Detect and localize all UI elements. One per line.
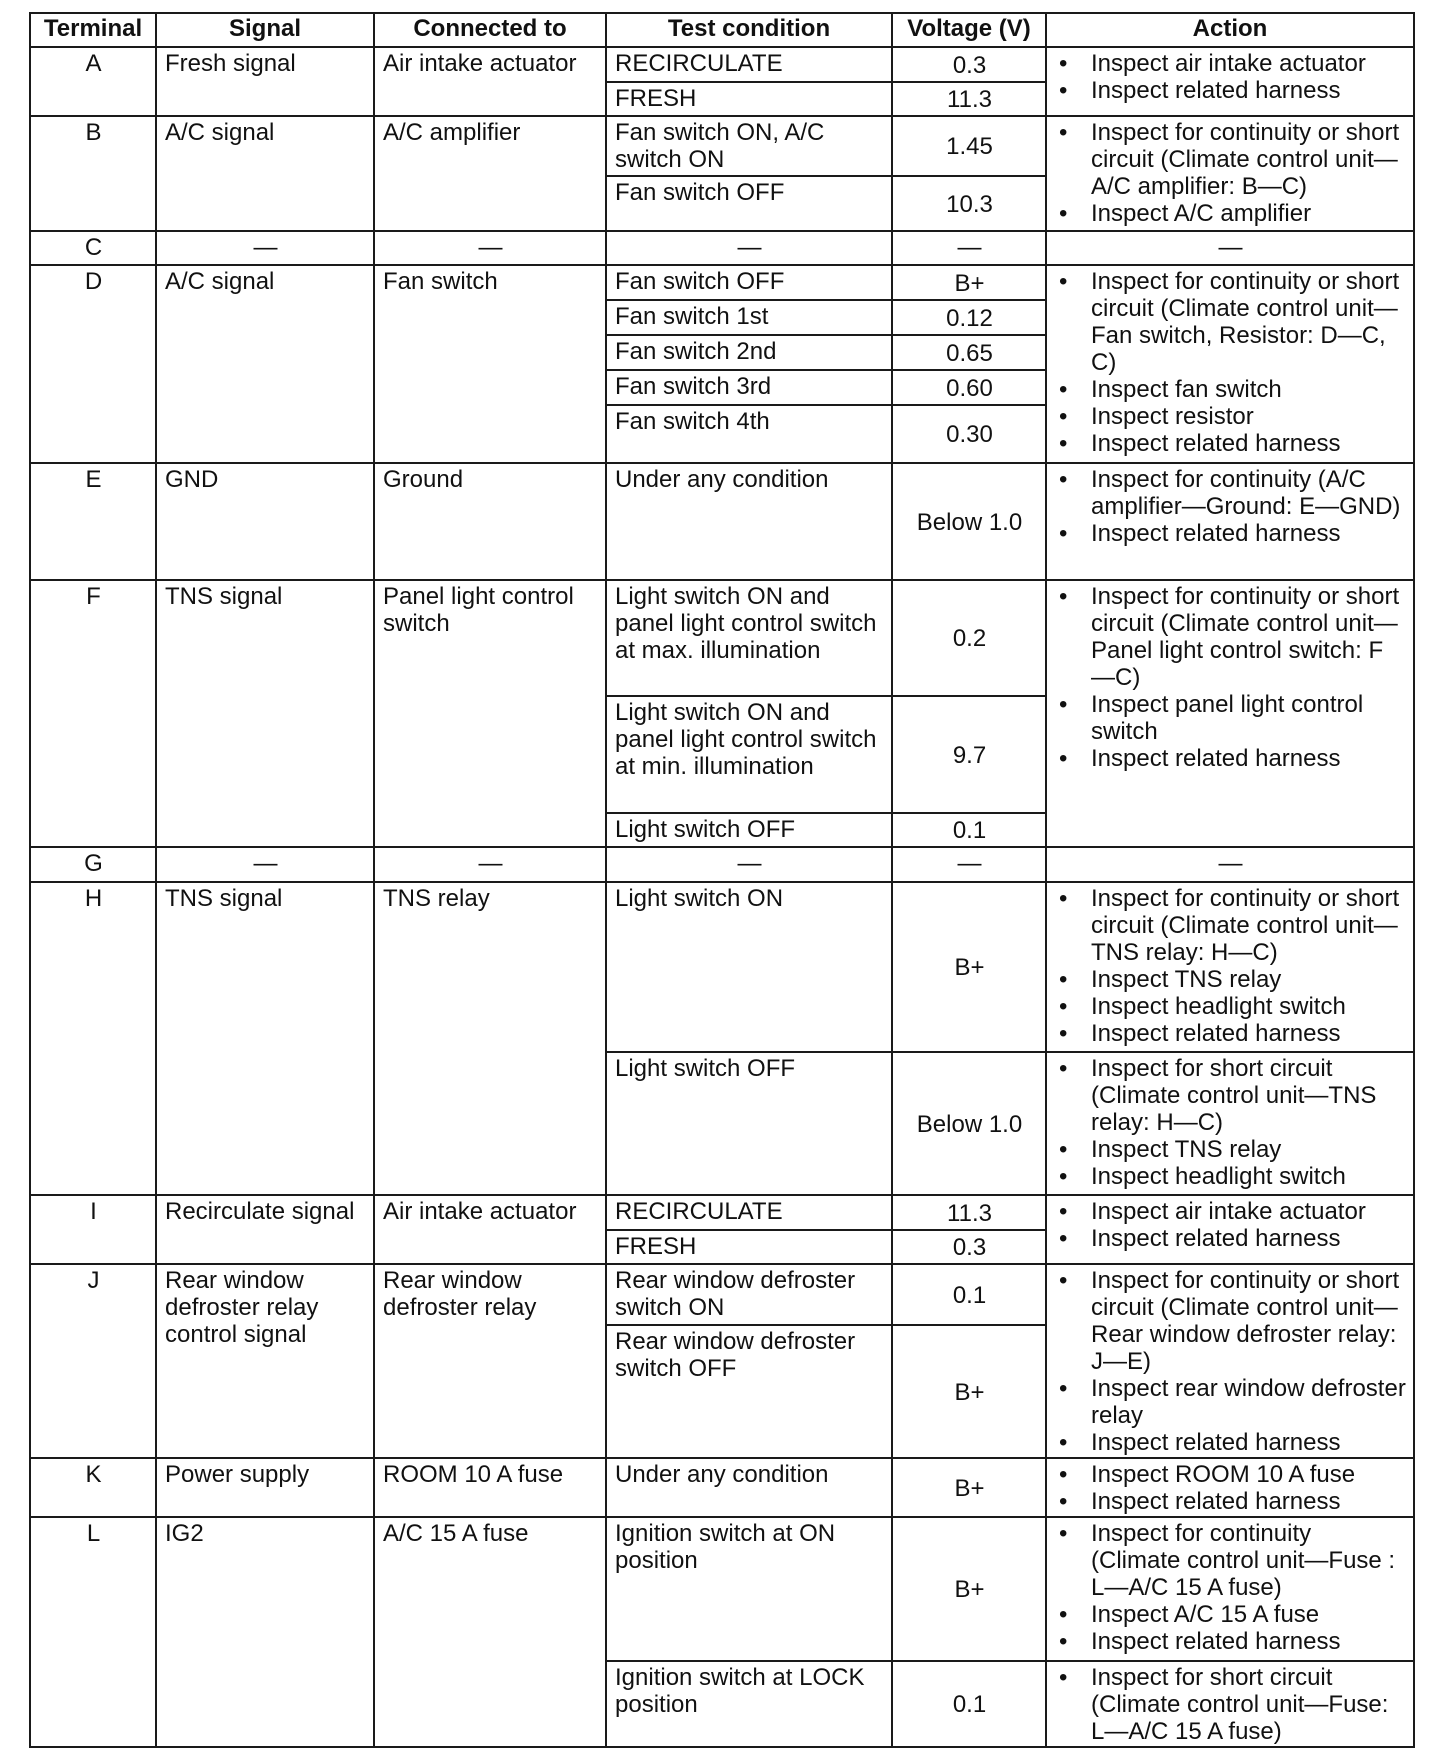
dash-cell: — [892, 231, 1046, 265]
terminal-cell: L [30, 1517, 156, 1747]
dash-cell: — [1046, 847, 1414, 882]
action-cell [1046, 1458, 1414, 1517]
row-h [30, 882, 1414, 1052]
condition-cell: Under any condition [606, 1458, 892, 1517]
voltage-cell: B+ [892, 1325, 1046, 1458]
voltage-cell: Below 1.0 [892, 1052, 1046, 1195]
action-item: • Inspect for short circuit (Climate control unit—Fuse: L—A/C 15 A fuse) [1051, 1664, 1406, 1745]
condition-cell: RECIRCULATE [606, 47, 892, 82]
action-item: • Inspect related harness [1051, 1429, 1406, 1456]
row-i [30, 1195, 1414, 1230]
condition-cell: Ignition switch at LOCK position [606, 1661, 892, 1747]
voltage-cell: 0.60 [892, 370, 1046, 405]
voltage-cell: 11.3 [892, 82, 1046, 116]
action-item: • Inspect for continuity or short circuit (Climate control unit—Rear window defroster relay: J—E) [1051, 1267, 1406, 1375]
row-g [30, 847, 1414, 882]
signal-cell: A/C signal [156, 116, 374, 231]
header-voltage: Voltage (V) [892, 13, 1046, 47]
connected-cell: Fan switch [374, 265, 606, 463]
dash-cell: — [892, 847, 1046, 882]
voltage-cell: 0.1 [892, 813, 1046, 847]
action-item: • Inspect resistor [1051, 403, 1406, 430]
voltage-cell: 0.3 [892, 47, 1046, 82]
terminal-cell: K [30, 1458, 156, 1517]
action-cell [1046, 116, 1414, 231]
action-item: • Inspect for continuity or short circuit (Climate control unit—TNS relay: H—C) [1051, 885, 1406, 966]
action-cell [1046, 1052, 1414, 1195]
dash-cell: — [156, 847, 374, 882]
condition-cell: Ignition switch at ON position [606, 1517, 892, 1661]
action-item: • Inspect related harness [1051, 1488, 1406, 1515]
row-k [30, 1458, 1414, 1517]
action-item: • Inspect TNS relay [1051, 966, 1406, 993]
condition-cell: Fan switch ON, A/C switch ON [606, 116, 892, 176]
voltage-cell: B+ [892, 265, 1046, 300]
header-connected-to: Connected to [374, 13, 606, 47]
condition-cell: Fan switch OFF [606, 265, 892, 300]
row-c [30, 231, 1414, 265]
action-item: • Inspect headlight switch [1051, 993, 1406, 1020]
action-item: • Inspect for continuity or short circuit (Climate control unit—A/C amplifier: B—C) [1051, 119, 1406, 200]
row-j [30, 1264, 1414, 1325]
voltage-cell: Below 1.0 [892, 463, 1046, 580]
connected-cell: Air intake actuator [374, 1195, 606, 1264]
voltage-cell: 9.7 [892, 696, 1046, 813]
condition-cell: Light switch OFF [606, 813, 892, 847]
voltage-cell: B+ [892, 882, 1046, 1052]
condition-cell: Fan switch 2nd [606, 335, 892, 370]
action-item: • Inspect for short circuit (Climate control unit—TNS relay: H—C) [1051, 1055, 1406, 1136]
signal-cell: Power supply [156, 1458, 374, 1517]
condition-cell: Light switch ON and panel light control switch at max. illumination [606, 580, 892, 696]
dash-cell: — [1046, 231, 1414, 265]
action-item: • Inspect ROOM 10 A fuse [1051, 1461, 1406, 1488]
action-item: • Inspect rear window defroster relay [1051, 1375, 1406, 1429]
terminal-cell: G [30, 847, 156, 882]
condition-cell: Fan switch 1st [606, 300, 892, 335]
terminal-cell: E [30, 463, 156, 580]
voltage-cell: 0.12 [892, 300, 1046, 335]
action-item: • Inspect headlight switch [1051, 1163, 1406, 1190]
voltage-cell: 0.2 [892, 580, 1046, 696]
terminal-voltage-table [29, 12, 1415, 1748]
voltage-cell: 0.1 [892, 1264, 1046, 1325]
action-item: • Inspect related harness [1051, 1628, 1406, 1655]
header-action: Action [1046, 13, 1414, 47]
action-item: • Inspect air intake actuator [1051, 50, 1406, 77]
terminal-cell: H [30, 882, 156, 1195]
header-row [30, 13, 1414, 47]
condition-cell: FRESH [606, 1230, 892, 1264]
action-item: • Inspect air intake actuator [1051, 1198, 1406, 1225]
terminal-cell: A [30, 47, 156, 116]
action-cell [1046, 463, 1414, 580]
signal-cell: TNS signal [156, 882, 374, 1195]
row-e [30, 463, 1414, 580]
row-l [30, 1517, 1414, 1661]
action-item: • Inspect related harness [1051, 1225, 1406, 1252]
header-signal: Signal [156, 13, 374, 47]
action-cell [1046, 47, 1414, 116]
dash-cell: — [606, 847, 892, 882]
dash-cell: — [606, 231, 892, 265]
action-item: • Inspect related harness [1051, 1020, 1406, 1047]
action-item: • Inspect for continuity (Climate control unit—Fuse : L—A/C 15 A fuse) [1051, 1520, 1406, 1601]
action-item: • Inspect for continuity or short circuit (Climate control unit—Panel light control switch: F—C) [1051, 583, 1406, 691]
voltage-cell: B+ [892, 1458, 1046, 1517]
condition-cell: Under any condition [606, 463, 892, 580]
connected-cell: Ground [374, 463, 606, 580]
action-item: • Inspect related harness [1051, 745, 1406, 772]
action-cell [1046, 580, 1414, 847]
condition-cell: Light switch ON and panel light control switch at min. illumination [606, 696, 892, 813]
action-cell [1046, 265, 1414, 463]
action-item: • Inspect for continuity (A/C amplifier—Ground: E—GND) [1051, 466, 1406, 520]
voltage-cell: 0.30 [892, 405, 1046, 463]
voltage-cell: 0.65 [892, 335, 1046, 370]
signal-cell: GND [156, 463, 374, 580]
action-item: • Inspect fan switch [1051, 376, 1406, 403]
action-cell [1046, 1517, 1414, 1661]
signal-cell: Recirculate signal [156, 1195, 374, 1264]
dash-cell: — [156, 231, 374, 265]
voltage-cell: 0.1 [892, 1661, 1046, 1747]
connected-cell: ROOM 10 A fuse [374, 1458, 606, 1517]
voltage-cell: 11.3 [892, 1195, 1046, 1230]
condition-cell: Fan switch OFF [606, 176, 892, 231]
action-item: • Inspect A/C 15 A fuse [1051, 1601, 1406, 1628]
dash-cell: — [374, 847, 606, 882]
header-terminal: Terminal [30, 13, 156, 47]
action-item: • Inspect related harness [1051, 520, 1406, 547]
terminal-cell: D [30, 265, 156, 463]
voltage-cell: 0.3 [892, 1230, 1046, 1264]
signal-cell: IG2 [156, 1517, 374, 1747]
action-cell [1046, 1195, 1414, 1264]
row-d [30, 265, 1414, 300]
condition-cell: Fan switch 4th [606, 405, 892, 463]
voltage-cell: 10.3 [892, 176, 1046, 231]
connected-cell: Panel light control switch [374, 580, 606, 847]
action-item: • Inspect panel light control switch [1051, 691, 1406, 745]
terminal-cell: C [30, 231, 156, 265]
condition-cell: Fan switch 3rd [606, 370, 892, 405]
signal-cell: TNS signal [156, 580, 374, 847]
condition-cell: Light switch ON [606, 882, 892, 1052]
connected-cell: Rear window defroster relay [374, 1264, 606, 1458]
condition-cell: Rear window defroster switch ON [606, 1264, 892, 1325]
condition-cell: Rear window defroster switch OFF [606, 1325, 892, 1458]
action-cell [1046, 882, 1414, 1052]
action-cell [1046, 1661, 1414, 1747]
terminal-cell: I [30, 1195, 156, 1264]
voltage-cell: 1.45 [892, 116, 1046, 176]
terminal-cell: J [30, 1264, 156, 1458]
condition-cell: Light switch OFF [606, 1052, 892, 1195]
action-item: • Inspect A/C amplifier [1051, 200, 1406, 227]
action-item: • Inspect TNS relay [1051, 1136, 1406, 1163]
condition-cell: RECIRCULATE [606, 1195, 892, 1230]
voltage-cell: B+ [892, 1517, 1046, 1661]
action-cell [1046, 1264, 1414, 1458]
connected-cell: TNS relay [374, 882, 606, 1195]
terminal-voltage-table-document [29, 12, 1413, 1748]
condition-cell: FRESH [606, 82, 892, 116]
row-f [30, 580, 1414, 696]
connected-cell: A/C amplifier [374, 116, 606, 231]
action-item: • Inspect related harness [1051, 430, 1406, 457]
connected-cell: Air intake actuator [374, 47, 606, 116]
action-item: • Inspect for continuity or short circuit (Climate control unit—Fan switch, Resistor: D—C, C) [1051, 268, 1406, 376]
signal-cell: Fresh signal [156, 47, 374, 116]
header-test-condition: Test condition [606, 13, 892, 47]
row-a [30, 47, 1414, 82]
signal-cell: A/C signal [156, 265, 374, 463]
dash-cell: — [374, 231, 606, 265]
row-b [30, 116, 1414, 176]
signal-cell: Rear window defroster relay control signal [156, 1264, 374, 1458]
action-item: • Inspect related harness [1051, 77, 1406, 104]
terminal-cell: F [30, 580, 156, 847]
terminal-cell: B [30, 116, 156, 231]
connected-cell: A/C 15 A fuse [374, 1517, 606, 1747]
